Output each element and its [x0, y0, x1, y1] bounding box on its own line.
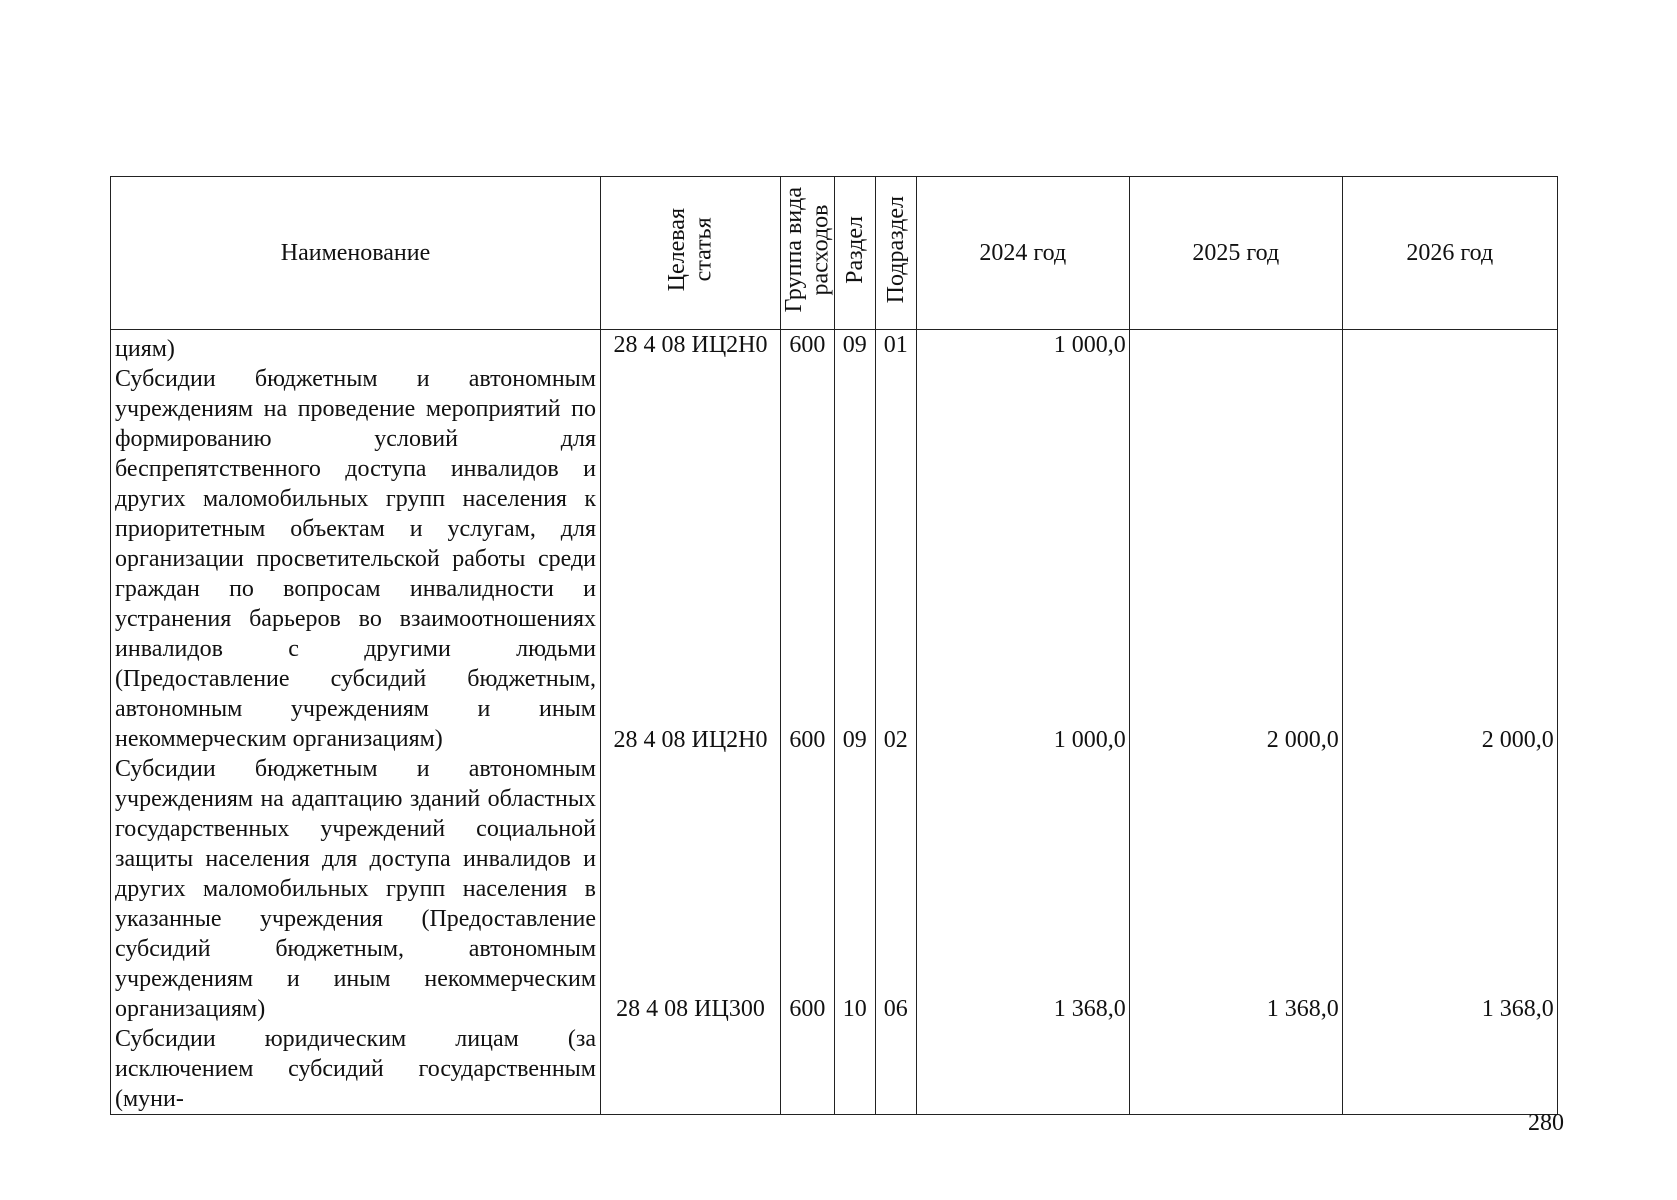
amount-2026: 2 000,0 [1481, 727, 1554, 753]
amount-2026: 1 368,0 [1481, 996, 1554, 1022]
header-expense-group: Группа вида расходов [781, 177, 835, 330]
group-code: 600 [789, 996, 826, 1022]
row-name: циям) [115, 336, 175, 362]
subsection-code: 02 [883, 727, 908, 753]
amount-2024: 1 000,0 [1053, 332, 1126, 358]
section-column [834, 330, 875, 1115]
amount-2025: 2 000,0 [1266, 727, 1339, 753]
row-name: Субсидии юридическим лицам (за исключением субсидий государственным (муни- [115, 1026, 596, 1112]
page-number: 280 [1528, 1110, 1564, 1136]
target-code: 28 4 08 ИЦ2Н0 [613, 332, 768, 358]
header-2025: 2025 год [1129, 177, 1342, 330]
header-target: Целевая статья [601, 177, 781, 330]
table-row [111, 330, 1558, 1115]
y2026-column [1342, 330, 1557, 1115]
subsection-column [875, 330, 916, 1115]
header-2026: 2026 год [1342, 177, 1557, 330]
y2025-column [1129, 330, 1342, 1115]
group-code: 600 [789, 332, 826, 358]
name-column [111, 330, 601, 1115]
subsection-code: 06 [883, 996, 908, 1022]
section-code: 09 [842, 727, 867, 753]
section-code: 10 [842, 996, 867, 1022]
row-name: Субсидии бюджетным и автономным учреждениям на адаптацию зданий областных государственных учреждений социальной защиты населения для доступа инвалидов и других маломобильных групп населения в указанные учреждения (Предоставление субсидий бюджетным, автономным учреждениям и иным некоммерческим организациям) [115, 756, 596, 1022]
target-code: 28 4 08 ИЦ2Н0 [613, 727, 768, 753]
section-code: 09 [842, 332, 867, 358]
amount-2024: 1 368,0 [1053, 996, 1126, 1022]
budget-table [110, 176, 1558, 1115]
y2024-column [916, 330, 1129, 1115]
header-row [111, 177, 1558, 330]
amount-2024: 1 000,0 [1053, 727, 1126, 753]
group-column [781, 330, 835, 1115]
header-subsection: Подраздел [875, 177, 916, 330]
header-2024: 2024 год [916, 177, 1129, 330]
amount-2025: 1 368,0 [1266, 996, 1339, 1022]
header-name: Наименование [111, 177, 601, 330]
group-code: 600 [789, 727, 826, 753]
subsection-code: 01 [883, 332, 908, 358]
row-name: Субсидии бюджетным и автономным учреждениям на проведение мероприятий по формированию условий для беспрепятственного доступа инвалидов и других маломобильных групп населения к приоритетным объектам и услугам, для организации просветительской работы среди граждан по вопросам инвалидности и устранения барьеров во взаимоотношениях инвалидов с другими людьми (Предоставление субсидий бюджетным, автономным учреждениям и иным некоммерческим организациям) [115, 366, 596, 752]
header-section: Раздел [834, 177, 875, 330]
target-column [601, 330, 781, 1115]
target-code: 28 4 08 ИЦ300 [616, 996, 765, 1022]
